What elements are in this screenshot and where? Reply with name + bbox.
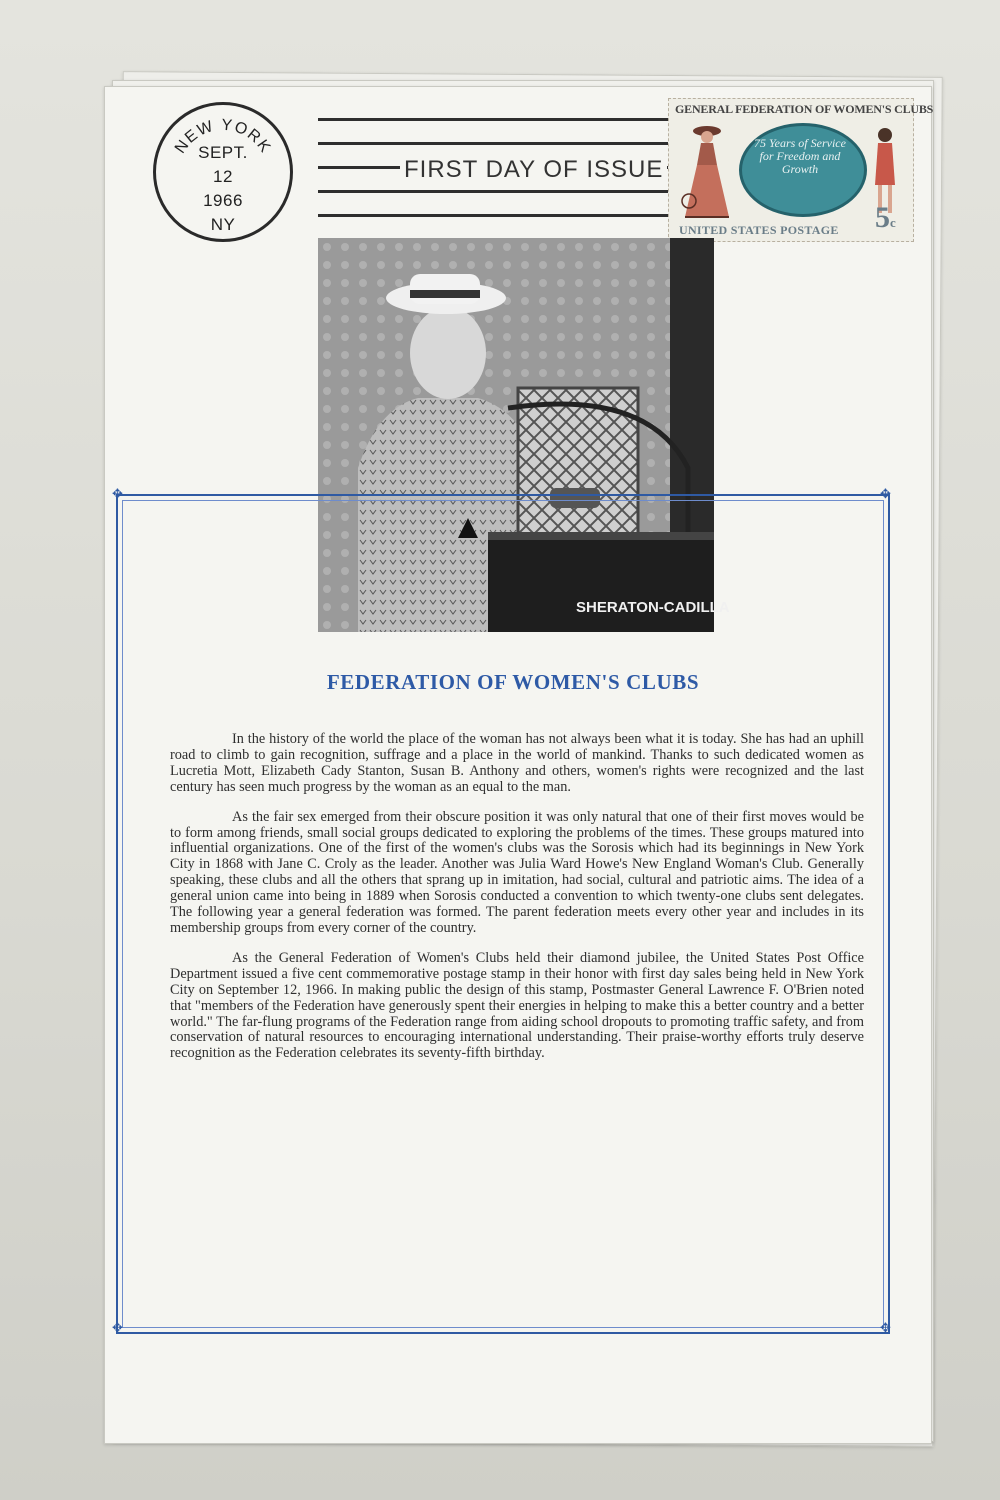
frame-corner-ornament: ✥ xyxy=(112,487,123,502)
postmark-state: NY xyxy=(210,215,236,234)
frame-corner-ornament: ✥ xyxy=(880,1321,891,1336)
stamp-bottom-text: UNITED STATES POSTAGE xyxy=(679,223,839,237)
stamp-top-text: GENERAL FEDERATION OF WOMEN'S CLUBS xyxy=(675,102,934,116)
article-paragraph: In the history of the world the place of the woman has not always been what it is today. She has had an uphill road to climb to gain recognition, suffrage and a place in the world of mankind. Thanks to such dedicated women as Lucretia Mott, Elizabeth Cady Stanton, Susan B. Anthony and others, women's rights were recognized and the last century has seen much progress by the woman as an equal to the man. xyxy=(170,731,864,795)
frame-corner-ornament: ✥ xyxy=(112,1321,123,1336)
postmark-month: SEPT. xyxy=(198,143,248,162)
postmark xyxy=(153,102,293,242)
postmark-city: NEW YORK xyxy=(171,116,275,157)
postmark-day: 12 xyxy=(213,167,233,186)
article-body xyxy=(170,732,864,1076)
postage-stamp xyxy=(668,98,934,242)
first-day-of-issue-text: FIRST DAY OF ISSUE xyxy=(400,156,667,184)
article-title: FEDERATION OF WOMEN'S CLUBS xyxy=(326,670,700,694)
podium-sign: SHERATON-CADILLA xyxy=(576,599,730,616)
article-paragraph: As the General Federation of Women's Clubs held their diamond jubilee, the United States Post Office Department issued a five cent commemorative postage stamp in their honor with first day sales being held in New York City on September 12, 1966. In making public the design of this stamp, Postmaster General Lawrence F. O'Brien noted that "members of the Federation have generously spent their energies in helping to make this a better country and a better world." The far-flung programs of the Federation range from aiding school dropouts to promoting traffic safety, and from conservation of natural resources to encouraging international understanding. Their praise-worthy efforts truly deserve recognition as the Federation celebrates its seventy-fifth birthday. xyxy=(170,949,864,1062)
postmark-year: 1966 xyxy=(203,191,243,210)
stamp-center-text: 75 Years of Service for Freedom and Growth xyxy=(754,136,846,176)
stamp-denomination: 5c xyxy=(875,201,896,234)
article-paragraph: As the fair sex emerged from their obscure position it was only natural that one of their first moves would be to form among friends, small social groups dedicated to exploring the problems of the times. These groups matured into influential organizations. One of the first of the women's clubs was the Sorosis which had its beginnings in New York City in 1868 with Jane C. Croly as the leader. Another was Julia Ward Howe's New England Woman's Club. Generally speaking, these clubs and all the others that sprang up in imitation, had social, cultural and patriotic aims. The idea of a general union came into being in 1889 when Sorosis conducted a convention to which twenty-one clubs sent delegates. The following year a general federation was formed. The parent federation meets every other year and includes in its membership groups from every corner of the country. xyxy=(170,808,864,936)
frame-corner-ornament: ✥ xyxy=(880,487,891,502)
victorian-woman-figure xyxy=(679,121,735,221)
